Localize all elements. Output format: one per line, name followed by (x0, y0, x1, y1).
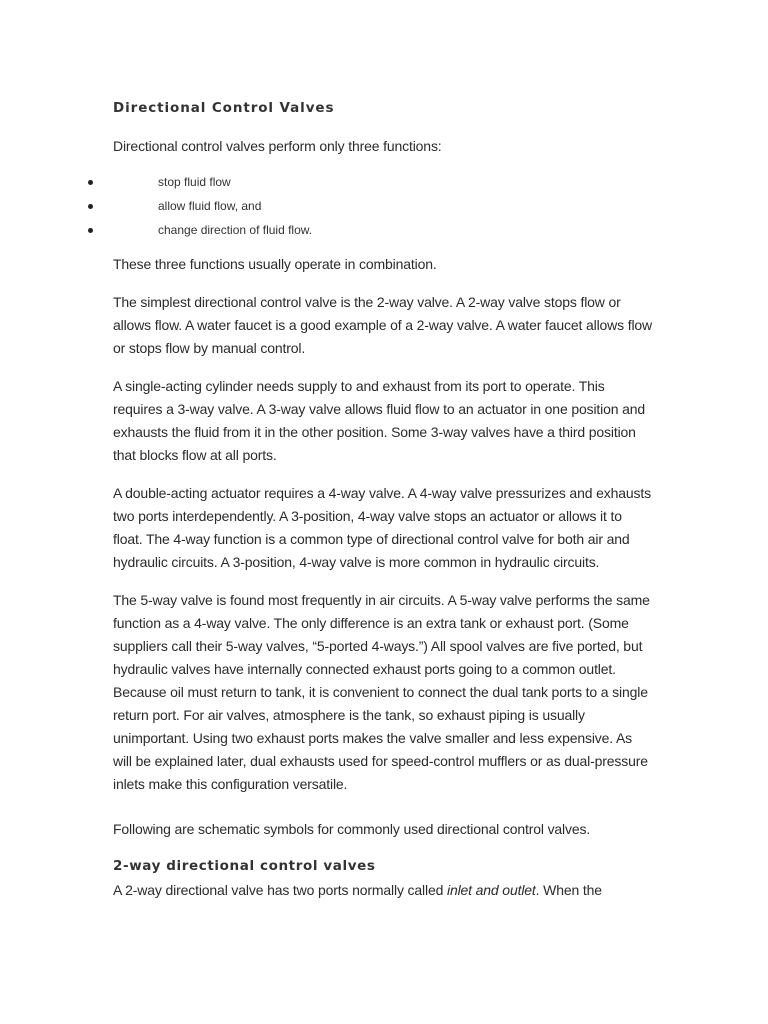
section-text-start: A 2-way directional valve has two ports normally called (113, 882, 447, 898)
document-content (113, 98, 653, 902)
list-item (113, 218, 653, 242)
five-way-paragraph: The 5-way valve is found most frequently in air circuits. A 5-way valve performs the same function as a 4-way valve. The only difference is an extra tank or exhaust port. (Some suppliers call their 5-way valves, “5-ported 4-ways.”) All spool valves are five ported, but hydraulic valves have internally connected exhaust ports going to a common outlet. Because oil must return to tank, it is convenient to connect the dual tank ports to a single return port. For air valves, atmosphere is the tank, so exhaust piping is usually unimportant. Using two exhaust ports makes the valve smaller and less expensive. As will be explained later, dual exhausts used for speed-control mufflers or as dual-pressure inlets make this configuration versatile. (113, 592, 650, 792)
bullet-icon (88, 180, 93, 185)
section-text-italic: inlet and outlet (446, 882, 536, 898)
list-item-text: stop fluid flow (158, 175, 231, 189)
four-way-paragraph: A double-acting actuator requires a 4-way valve. A 4-way valve pressurizes and exhausts two ports interdependently. A 3-position, 4-way valve stops an actuator or allows it to float. The 4-way function is a common type of directional control valve for both air and hydraulic circuits. A 3-position, 4-way valve is more common in hydraulic circuits. (113, 485, 651, 570)
section-paragraph (113, 879, 653, 902)
combination-paragraph: These three functions usually operate in combination. (113, 256, 437, 272)
two-way-paragraph: The simplest directional control valve is the 2-way valve. A 2-way valve stops flow or allows flow. A water faucet is a good example of a 2-way valve. A water faucet allows flow or stops flow by manual control. (113, 294, 653, 356)
schematic-intro-paragraph: Following are schematic symbols for commonly used directional control valves. (113, 821, 591, 837)
bullet-icon (88, 228, 93, 233)
list-item (113, 194, 653, 218)
intro-paragraph: Directional control valves perform only three functions: (113, 138, 442, 154)
functions-list (113, 170, 653, 242)
section-heading: 2-way directional control valves (113, 858, 376, 874)
list-item (113, 170, 653, 194)
section-text-end: . When the (535, 882, 602, 898)
page-title: Directional Control Valves (113, 100, 335, 116)
list-item-text: allow fluid flow, and (158, 199, 262, 213)
list-item-text: change direction of fluid flow. (158, 223, 313, 237)
three-way-paragraph: A single-acting cylinder needs supply to and exhaust from its port to operate. This requires a 3-way valve. A 3-way valve allows fluid flow to an actuator in one position and exhausts the fluid from it in the other position. Some 3-way valves have a third position that blocks flow at all ports. (113, 378, 646, 463)
bullet-icon (88, 204, 93, 209)
